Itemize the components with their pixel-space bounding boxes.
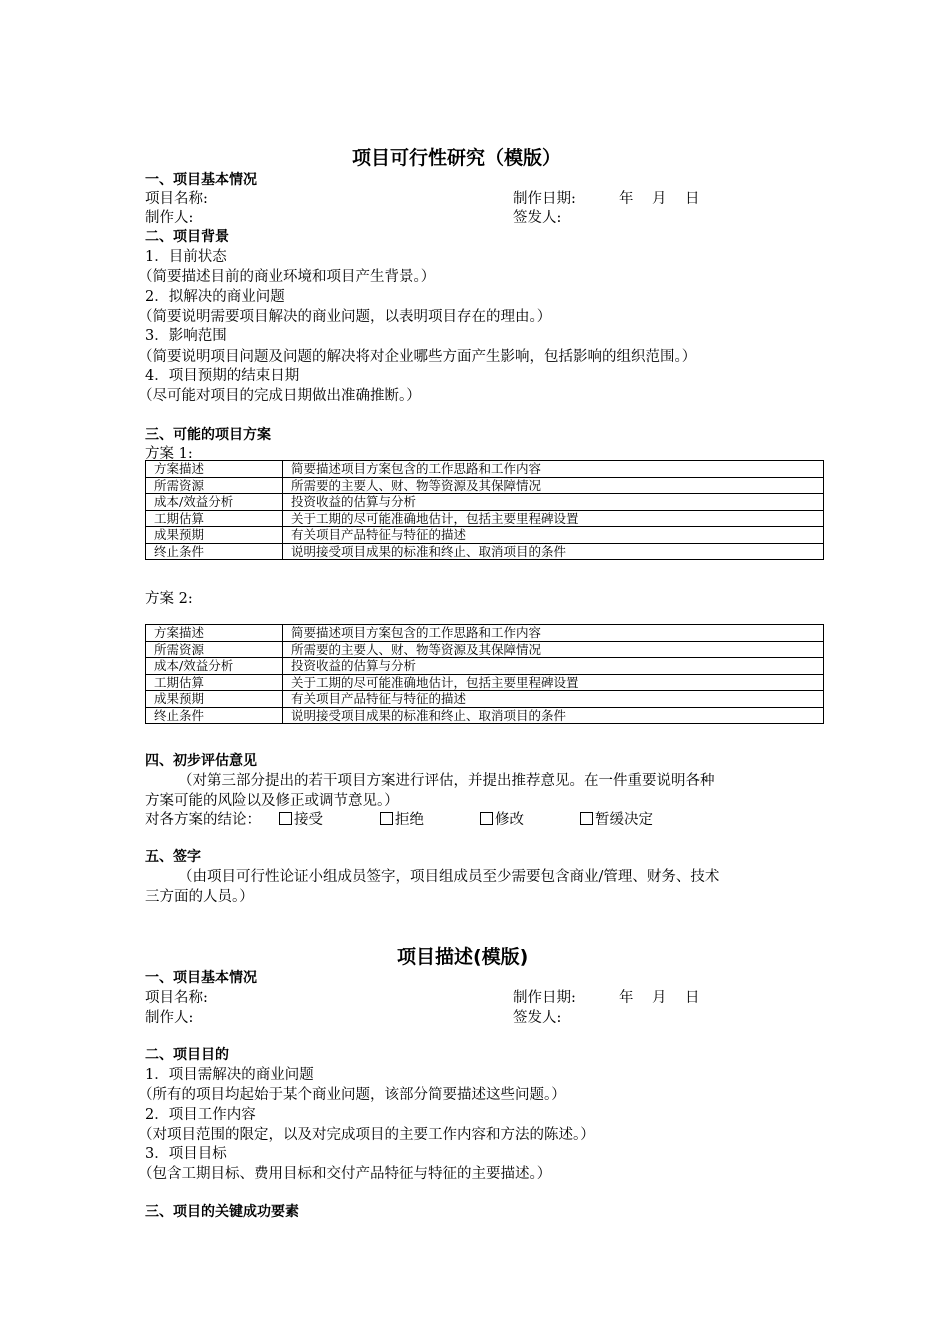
doc2-s2-item-desc: （所有的项目均起始于某个商业问题，该部分简要描述这些问题。） xyxy=(138,1087,566,1103)
option-accept-checkbox[interactable] xyxy=(279,808,323,829)
plan-key: 成本/效益分析 xyxy=(146,658,283,675)
option-modify-checkbox[interactable] xyxy=(480,808,524,829)
option-defer-checkbox[interactable] xyxy=(580,808,653,829)
option-label: 拒绝 xyxy=(395,812,424,828)
doc1-s1-heading: 一、项目基本情况 xyxy=(145,172,257,188)
doc2-maker-label: 制作人: xyxy=(145,1010,194,1026)
table-row xyxy=(146,625,824,642)
doc1-s2-item-label: 2．拟解决的商业问题 xyxy=(145,289,285,305)
doc2-s1-heading: 一、项目基本情况 xyxy=(145,970,257,986)
doc2-s3-heading: 三、项目的关键成功要素 xyxy=(145,1204,299,1220)
plan-value: 说明接受项目成果的标准和终止、取消项目的条件 xyxy=(283,543,824,560)
checkbox-icon[interactable] xyxy=(380,812,393,825)
doc1-title: 项目可行性研究（模版） xyxy=(352,147,562,169)
table-row xyxy=(146,707,824,724)
doc2-s2-item-desc: （包含工期目标、费用目标和交付产品特征与特征的主要描述。） xyxy=(138,1166,552,1182)
plan-value: 简要描述项目方案包含的工作思路和工作内容 xyxy=(283,461,824,478)
plan-key: 终止条件 xyxy=(146,543,283,560)
doc1-project-name-label: 项目名称: xyxy=(145,191,208,207)
plan2-table xyxy=(145,624,824,724)
doc1-s4-text-line2: 方案可能的风险以及修正或调节意见。） xyxy=(145,793,399,809)
doc1-s4-text-line1: （对第三部分提出的若干项目方案进行评估，并提出推荐意见。在一件重要说明各种 xyxy=(178,773,715,789)
plan-key: 成果预期 xyxy=(146,691,283,708)
doc1-s5-text-line2: 三方面的人员。） xyxy=(145,889,254,905)
doc1-s2-item-desc: （简要说明项目问题及问题的解决将对企业哪些方面产生影响，包括影响的组织范围。） xyxy=(138,349,697,365)
plan-key: 工期估算 xyxy=(146,510,283,527)
plan-value: 投资收益的估算与分析 xyxy=(283,494,824,511)
doc1-s2-item-desc: （简要说明需要项目解决的商业问题，以表明项目存在的理由。） xyxy=(138,309,552,325)
plan-key: 成本/效益分析 xyxy=(146,494,283,511)
doc1-date-year: 年 xyxy=(619,191,634,207)
checkbox-icon[interactable] xyxy=(580,812,593,825)
doc2-project-name-label: 项目名称: xyxy=(145,990,208,1006)
table-row xyxy=(146,641,824,658)
option-label: 修改 xyxy=(495,812,524,828)
table-row xyxy=(146,461,824,478)
plan2-label: 方案 2: xyxy=(145,591,193,607)
doc2-date-label: 制作日期: xyxy=(513,990,576,1006)
doc1-date-day: 日 xyxy=(685,191,700,207)
plan-key: 方案描述 xyxy=(146,625,283,642)
plan-value: 投资收益的估算与分析 xyxy=(283,658,824,675)
doc2-date-year: 年 xyxy=(619,990,634,1006)
doc1-issuer-label: 签发人: xyxy=(513,210,562,226)
doc1-s5-heading: 五、签字 xyxy=(145,849,201,865)
plan1-label: 方案 1: xyxy=(145,446,193,462)
doc1-s2-item-desc: （简要描述目前的商业环境和项目产生背景。） xyxy=(138,269,436,285)
doc2-s2-item-desc: （对项目范围的限定，以及对完成项目的主要工作内容和方法的陈述。） xyxy=(138,1127,595,1143)
plan-value: 有关项目产品特征与特征的描述 xyxy=(283,527,824,544)
checkbox-icon[interactable] xyxy=(279,812,292,825)
doc1-s2-heading: 二、项目背景 xyxy=(145,229,229,245)
doc1-date-month: 月 xyxy=(652,191,667,207)
doc1-s2-item-label: 4．项目预期的结束日期 xyxy=(145,368,300,384)
doc2-s2-item-label: 2．项目工作内容 xyxy=(145,1107,256,1123)
doc2-s2-item-label: 3．项目目标 xyxy=(145,1146,227,1162)
plan-key: 所需资源 xyxy=(146,477,283,494)
doc1-s2-item-label: 3．影响范围 xyxy=(145,328,227,344)
doc1-s4-heading: 四、初步评估意见 xyxy=(145,753,257,769)
plan-value: 简要描述项目方案包含的工作思路和工作内容 xyxy=(283,625,824,642)
plan-value: 说明接受项目成果的标准和终止、取消项目的条件 xyxy=(283,707,824,724)
doc1-s2-item-desc: （尽可能对项目的完成日期做出准确推断。） xyxy=(138,388,421,404)
table-row xyxy=(146,527,824,544)
doc2-date-month: 月 xyxy=(652,990,667,1006)
table-row xyxy=(146,510,824,527)
table-row xyxy=(146,494,824,511)
option-label: 接受 xyxy=(294,812,323,828)
doc1-s2-item-label: 1．目前状态 xyxy=(145,249,227,265)
doc2-s2-item-label: 1．项目需解决的商业问题 xyxy=(145,1067,314,1083)
doc2-date-day: 日 xyxy=(685,990,700,1006)
option-label: 暂缓决定 xyxy=(595,812,653,828)
table-row xyxy=(146,674,824,691)
checkbox-icon[interactable] xyxy=(480,812,493,825)
doc2-s2-heading: 二、项目目的 xyxy=(145,1047,229,1063)
table-row xyxy=(146,658,824,675)
doc1-date-label: 制作日期: xyxy=(513,191,576,207)
plan-value: 关于工期的尽可能准确地估计，包括主要里程碑设置 xyxy=(283,510,824,527)
plan-key: 方案描述 xyxy=(146,461,283,478)
table-row xyxy=(146,691,824,708)
plan-value: 所需要的主要人、财、物等资源及其保障情况 xyxy=(283,477,824,494)
doc1-maker-label: 制作人: xyxy=(145,210,194,226)
option-reject-checkbox[interactable] xyxy=(380,808,424,829)
doc1-s5-text-line1: （由项目可行性论证小组成员签字，项目组成员至少需要包含商业/管理、财务、技术 xyxy=(178,869,720,885)
plan-value: 有关项目产品特征与特征的描述 xyxy=(283,691,824,708)
plan-key: 所需资源 xyxy=(146,641,283,658)
plan1-table xyxy=(145,460,824,560)
plan-key: 终止条件 xyxy=(146,707,283,724)
plan-key: 工期估算 xyxy=(146,674,283,691)
plan-value: 所需要的主要人、财、物等资源及其保障情况 xyxy=(283,641,824,658)
doc2-title: 项目描述(模版) xyxy=(397,946,529,968)
table-row xyxy=(146,543,824,560)
doc1-s3-heading: 三、可能的项目方案 xyxy=(145,427,271,443)
plan-key: 成果预期 xyxy=(146,527,283,544)
plan-value: 关于工期的尽可能准确地估计，包括主要里程碑设置 xyxy=(283,674,824,691)
conclusion-label: 对各方案的结论： xyxy=(145,812,261,828)
table-row xyxy=(146,477,824,494)
doc2-issuer-label: 签发人: xyxy=(513,1010,562,1026)
